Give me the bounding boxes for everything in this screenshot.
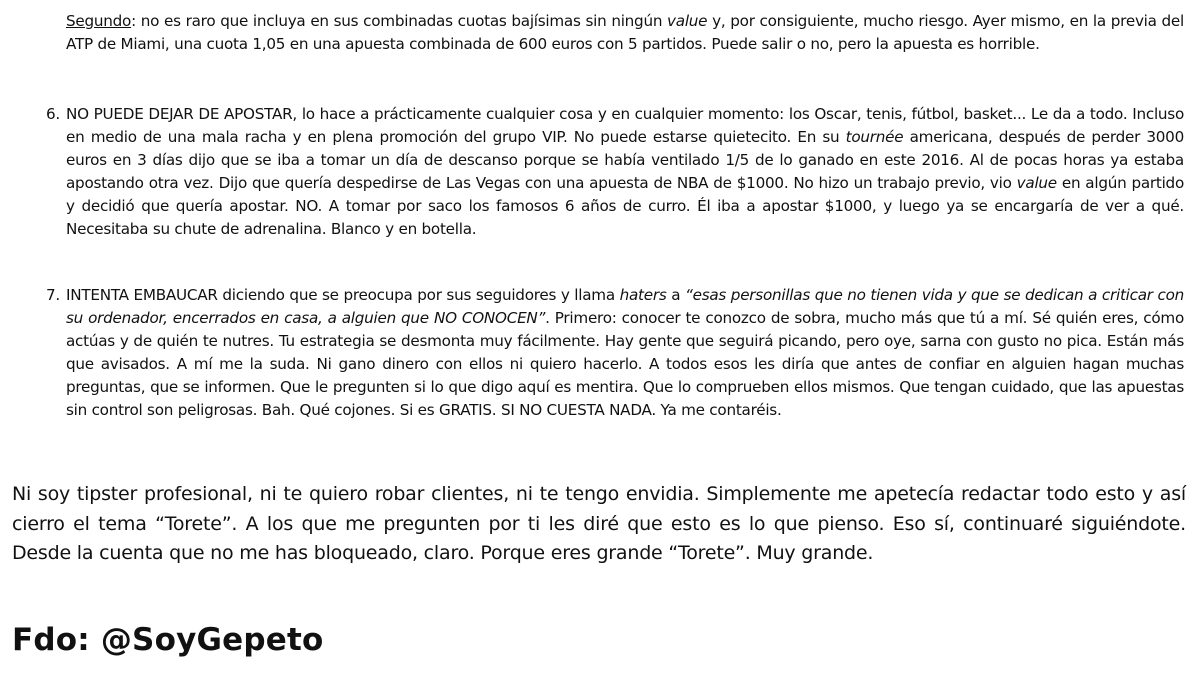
closing-paragraph: Ni soy tipster profesional, ni te quiero robar clientes, ni te tengo envidia. Simplemente me apetecía redactar todo esto y así cierro el tema “Torete”. A los que me pregunten por ti les diré que esto es lo que pienso. Eso sí, continuaré siguiéndote. Desde la cuenta que no me has bloqueado, claro. Porque eres grande “Torete”. Muy grande. (12, 483, 1186, 564)
segundo-text-2: y, por consiguiente, mucho riesgo. Ayer mismo, en la previa del ATP de Miami, una cuota 1,05 en una apuesta combinada de 600 euros con 5 partidos. Puede salir o no, pero la apuesta es horrible. (66, 12, 1184, 53)
item7-text-2: a (666, 286, 685, 304)
signature: Fdo: @SoyGepeto (12, 622, 324, 658)
segundo-label: Segundo (66, 12, 132, 30)
list-item-6 (46, 103, 1184, 241)
list-item-7-text (66, 284, 1184, 422)
item6-text-1: NO PUEDE DEJAR DE APOSTAR, lo hace a prácticamente cualquier cosa y en cualquier momento: los Oscar, tenis, fútbol, basket... Le da a todo. Incluso en medio de una mala racha y en plena promoción del grupo VIP. No puede estarse quietecito. En su (66, 105, 1184, 146)
segundo-value-word: value (667, 12, 708, 30)
list-item-7-number: 7. (46, 286, 60, 304)
item6-text-2: americana, después de perder 3000 euros en 3 días dijo que se iba a tomar un día de descanso porque se había ventilado 1/5 de lo ganado en este 2016. Al de pocas horas ya estaba apostando otra vez. Dijo que quería despedirse de Las Vegas con una apuesta de NBA de $1000. No hizo un trabajo previo, vio (66, 128, 1184, 192)
item6-text-3: en algún partido y decidió que quería apostar. NO. A tomar por saco los famosos 6 años de curro. Él iba a apostar $1000, y luego ya se encargaría de ver a qué. Necesitaba su chute de adrenalina. Blanco y en botella. (66, 174, 1184, 238)
item6-value-word: value (1016, 174, 1057, 192)
segundo-paragraph (66, 10, 1184, 56)
item6-tournee: tournée (845, 128, 904, 146)
item7-haters: haters (619, 286, 667, 304)
list-item-7 (46, 284, 1185, 422)
item7-text-3: . Primero: conocer te conozco de sobra, mucho más que tú a mí. Sé quién eres, cómo actúas y de quién te nutres. Tu estrategia se desmonta muy fácilmente. Hay gente que seguirá picando, pero oye, sarna con gusto no pica. Están más que avisados. A mí me la suda. Ni gano dinero con ellos ni quiero hacerlo. A todos esos les diría que antes de confiar en alguien hagan muchas preguntas, que se informen. Que le pregunten si lo que digo aquí es mentira. Que lo comprueben ellos mismos. Que tengan cuidado, que las apuestas sin control son peligrosas. Bah. Qué cojones. Si es GRATIS. SI NO CUESTA NADA. Ya me contaréis. (66, 309, 1185, 419)
item7-quote: “esas personillas que no tienen vida y que se dedican a criticar con su ordenador, encerrados en casa, a alguien que NO CONOCEN” (66, 286, 1184, 327)
list-item-6-number: 6. (46, 105, 60, 123)
item7-text-1: INTENTA EMBAUCAR diciendo que se preocupa por sus seguidores y llama (66, 286, 620, 304)
list-item-6-text (66, 103, 1184, 241)
segundo-text-1: : no es raro que incluya en sus combinadas cuotas bajísimas sin ningún (131, 12, 668, 30)
